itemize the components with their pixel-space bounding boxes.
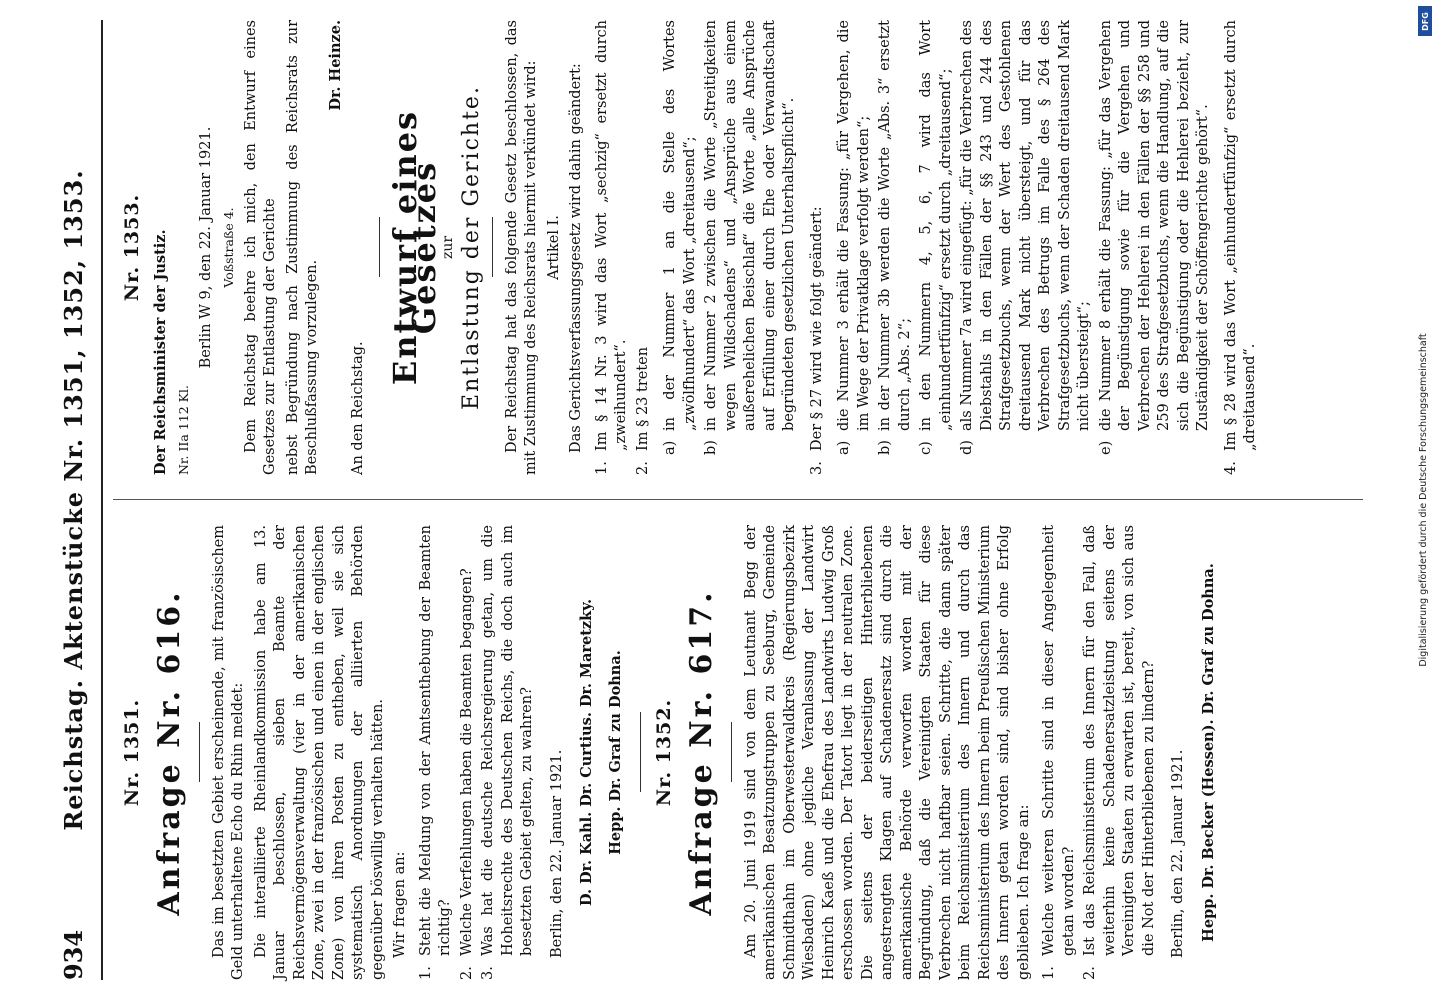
article-intro: Das Gerichtsverfassungsgesetz wird dahin geändert: [568,63,584,453]
law-title: Entwurf eines Gesetzes [385,109,443,386]
item-number: b) [703,440,719,455]
item-number: 1. [417,966,434,980]
list-item [1040,525,1079,980]
sender-text: Der Reichsminister der Justiz. [151,229,169,475]
doc-1351-questions [417,525,538,980]
doc-1353-number: Nr. 1353. [121,193,143,302]
list-item [479,525,538,980]
doc-1352-date: Berlin, den 22. Januar 1921. [1170,749,1186,958]
item-text: in den Nummern 4, 5, 6, 7 wird das Wort „einhundertfünfzig“ ersetzt durch „dreitausend“; [918,20,954,431]
item-text: Im § 23 treten [634,346,651,451]
separator-rule [640,713,641,793]
item-number: d) [959,440,975,455]
list-item [808,20,828,475]
item-text: Welche Verfehlungen haben die Beamten begangen? [458,568,475,956]
list-item [634,20,654,475]
dfg-logo-text: DFG [1420,11,1430,31]
item-number: c) [918,441,934,455]
list-item [1081,525,1159,980]
item-text: Welche weiteren Schritte sind in dieser Angelegenheit getan worden? [1041,525,1077,956]
law-subitems-2 [661,20,800,455]
item-number: 4. [1222,461,1239,475]
item-text: Im § 28 wird das Wort „einhundertfünfzig“ ersetzt durch „dreitausend“. [1222,20,1258,451]
doc-1352-signatures [1199,525,1220,980]
signature-line: Dr. Heinze. [326,20,344,111]
item-number: b) [877,440,893,455]
law-subitems-3 [835,20,1214,455]
doc-1353-street: Voßstraße 4. [221,207,236,288]
separator-rule [492,218,493,278]
item-text: Steht die Meldung von der Amtsenthebung der Beamten richtig? [417,525,453,956]
item-text: in der Nummer 3b werden die Worte „Abs. 3“ ersetzt durch „Abs. 2“; [877,20,913,431]
page-number: 934 [59,929,88,980]
item-text: in der Nummer 1 an die Stelle des Wortes „zwölfhundert“ das Wort „dreitausend“; [662,20,698,431]
item-text: die Nummer 3 erhält die Fassung: „für Vergehen, die im Wege der Privatklage verfolgt werden“; [836,20,872,431]
item-text: Ist das Reichsministerium des Innern für den Fall, daß weiterhin keine Schadenersatzleistung seitens der Vereinigten Staaten zu erwarten ist, bereit, von sich aus die Not der Hinterbliebenen zu lindern? [1082,525,1157,956]
item-number: 1. [1041,966,1057,980]
right-column [113,20,1269,475]
item-text: als Nummer 7a wird eingefügt: „für die Verbrechen des Diebstahls in den Fällen der §§ 243 und 244 des Strafgesetzbuchs, wenn der Wert des Gestohlenen dreitausend Mark nicht übersteigt, und für das Verbrechen des Betrugs im Falle des § 264 des Strafgesetzbuchs, wenn der Schaden dreitausend Mark nicht übersteigt“; [959,20,1092,431]
separator-rule [199,723,200,783]
doc-1353-place-date: Berlin W 9, den 22. Januar 1921. [197,126,214,369]
list-item [458,525,478,980]
list-item [958,20,1095,455]
doc-1352-questions [1040,525,1159,980]
item-number: 3. [808,461,825,475]
doc-1352-number: Nr. 1352. [653,698,675,807]
doc-1353-paragraph-2: nebst Begründung nach Zustimmung des Reichsrats zur Beschlußfassung vorzulegen. [284,20,320,475]
item-text: in der Nummer 2 zwischen die Worte „Streitigkeiten wegen Wildschadens“ und „Ansprüche aus einem außerehelichen Beischlaf“ die Worte „alle Ansprüche auf Erfüllung einer durch Ehe oder Verwandtschaft begründeten gesetzlichen Unterhaltspflicht“. [703,20,797,431]
running-head: Reichstag. Aktenstücke Nr. 1351, 1352, 1353. [59,169,88,831]
law-title-zur: zur [439,235,456,260]
funding-notice: Digitalisierung gefördert durch die Deutsche Forschungsgemeinschaft [1418,333,1429,667]
law-intro: Der Reichstag hat das folgende Gesetz beschlossen, das mit Zustimmung des Reichsrats hiermit verkündet wird: [503,20,539,475]
signature-line: Hepp. Dr. Graf zu Dohna. [606,650,624,855]
doc-1353-paragraph-1: Dem Reichstag beehre ich mich, den Entwurf eines Gesetzes zur Entlastung der Gerichte [242,20,278,475]
doc-1351-signatures-1 [577,525,598,980]
signature-line: Hepp. Dr. Becker (Hessen). Dr. Graf zu Dohna. [1199,563,1217,942]
dfg-logo-icon [1418,6,1432,36]
law-item-4 [1222,20,1261,475]
doc-1351-title: Anfrage Nr. 616. [151,589,187,916]
item-number: 2. [458,966,475,980]
item-text: Was hat die deutsche Reichsregierung getan, um die Hoheitsrechte des Deutschen Reichs, die doch auch im besetzten Gebiet gelten, zu wahren? [480,525,535,956]
law-subject: Entlastung der Gerichte. [459,85,484,410]
doc-1352-title: Anfrage Nr. 617. [683,589,719,916]
document-page [47,20,1387,980]
left-column [113,525,1227,980]
header-rule [101,20,103,980]
item-number: a) [836,440,852,455]
doc-1351-date: Berlin, den 22. Januar 1921. [548,749,565,958]
list-item [835,20,874,455]
list-item [876,20,915,455]
list-item [917,20,956,455]
doc-1351-number: Nr. 1351. [121,698,143,807]
doc-1353-sender [151,20,172,475]
list-item [661,20,700,455]
doc-1352-paragraph-1: Am 20. Juni 1919 sind von dem Leutnant Begg der amerikanischen Besatzungstruppen zu Seeburg, Gemeinde Schmidthahn im Oberwesterwaldkreis (Regierungsbezirk Wiesbaden) ohne jegliche Veranlassung der Landwirt Heinrich Kaeß und die Ehefrau des Landwirts Ludwig Groß erschossen worden. Der Tatort liegt in der neutralen Zone. Die seitens der beiderseitigen Hinterbliebenen angestrengten Klagen auf Schadenersatz sind durch die amerikanische Behörde verworfen worden mit der Begründung, daß die Vereinigten Staaten für diese Verbrechen nicht haftbar seien. Schritte, die dann später beim Reichsministerium des Innern und durch das Reichsministerium des Innern beim Preußischen Ministerium des Innern getan worden sind, sind bisher ohne Erfolg geblieben. Ich frage an: [742,525,1032,980]
law-item-3 [808,20,828,475]
item-number: 2. [634,461,651,475]
list-item [1222,20,1261,475]
item-text: die Nummer 8 erhält die Fassung: „für das Vergehen der Begünstigung sowie für die Vergehen und Verbrechen der Hehlerei in den Fällen der §§ 258 und 259 des Strafgesetzbuchs, wenn die Handlung, auf die sich die Begünstigung oder die Hehlerei bezieht, zur Zuständigkeit der Schöffengerichte gehört“. [1097,20,1211,431]
doc-1353-addressee: An den Reichstag. [350,341,366,475]
list-item [1097,20,1214,455]
page-header [59,20,99,980]
separator-rule [731,723,732,783]
doc-1353-signature [326,20,347,475]
item-number: 2. [1082,966,1098,980]
list-item [702,20,800,455]
doc-1351-paragraph-3: Wir fragen an: [392,851,408,958]
signature-line: D. Dr. Kahl. Dr. Curtius. Dr. Maretzky. [578,598,595,907]
law-items [593,20,654,475]
column-divider [113,499,1363,500]
item-number: 3. [480,966,496,980]
list-item [593,20,632,475]
item-number: a) [662,440,678,455]
item-number: e) [1097,440,1114,455]
item-text: Der § 27 wird wie folgt geändert: [808,206,825,451]
separator-rule [379,218,380,278]
list-item [417,525,456,980]
doc-1351-paragraph-2: Die interalliierte Rheinlandkommission habe am 13. Januar beschlossen, sieben Beamte der Reichsvermögensverwaltung (vier in der amerikanischen Zone, zwei in der französischen und einen in der englischen Zone) von ihren Posten zu entheben, weil sie sich systematisch Anordnungen der alliierten Behörden gegenüber böswillig verhalten hätten. [252,525,386,980]
doc-1351-paragraph-1: Das im besetzten Gebiet erscheinende, mit französischem Geld unterhaltene Echo du Rhin meldet: [210,525,246,980]
doc-1353-reference: Nr. IIa 112 Kl. [176,385,191,475]
item-text: Im § 14 Nr. 3 wird das Wort „sechzig“ ersetzt durch „zweihundert“. [593,20,629,451]
funding-sidebar [1414,0,1434,1000]
article-heading: Artikel I. [545,215,562,280]
doc-1351-signatures-2 [606,525,627,980]
item-number: 1. [593,461,610,475]
